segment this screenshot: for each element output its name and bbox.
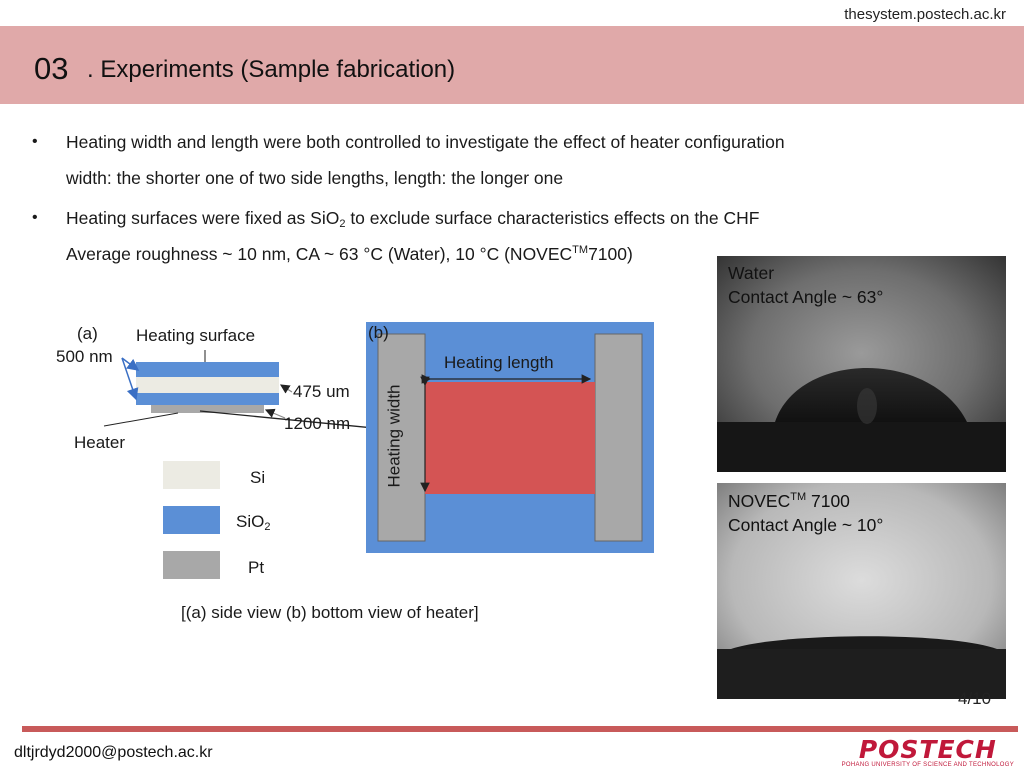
legend-si-label: Si bbox=[250, 468, 266, 487]
right-electrode bbox=[595, 334, 642, 541]
water-contact-angle: Contact Angle ~ 63° bbox=[728, 287, 884, 307]
heating-surface-label: Heating surface bbox=[136, 326, 256, 345]
bullet-1-line-2: width: the shorter one of two side lengths, length: the longer one bbox=[66, 168, 564, 188]
figure-caption: [(a) side view (b) bottom view of heater] bbox=[181, 603, 479, 622]
diagram-a-label: (a) bbox=[77, 324, 98, 343]
logo-wordmark: POSTECH bbox=[858, 735, 997, 764]
novec-label: NOVEC™ 7100 bbox=[728, 491, 850, 511]
si-layer bbox=[136, 377, 279, 393]
legend-pt-swatch bbox=[163, 551, 220, 579]
water-droplet-photo bbox=[717, 256, 1006, 472]
site-url: thesystem.postech.ac.kr bbox=[844, 6, 1006, 23]
heating-width-label: Heating width bbox=[384, 384, 404, 488]
footer-rule bbox=[22, 726, 1018, 732]
legend-sio2-swatch bbox=[163, 506, 220, 534]
heater-label: Heater bbox=[74, 433, 126, 452]
postech-logo bbox=[841, 735, 1014, 768]
legend-si-swatch bbox=[163, 461, 220, 489]
heater-region bbox=[425, 382, 595, 494]
page-title: . Experiments (Sample fabrication) bbox=[87, 56, 456, 83]
bullet-marker: • bbox=[32, 209, 38, 226]
bullet-marker: • bbox=[32, 133, 38, 150]
bullet-2-line-2: Average roughness ~ 10 nm, CA ~ 63 °C (Water), 10 °C (NOVEC™7100) bbox=[66, 244, 633, 264]
bullet-2-line-1: Heating surfaces were fixed as SiO$_2$ to exclude surface characteristics effects on the CHF bbox=[66, 208, 760, 230]
thickness-1200nm-label: 1200 nm bbox=[284, 414, 351, 433]
heating-length-label: Heating length bbox=[444, 353, 554, 372]
water-label: Water bbox=[728, 263, 775, 283]
author-email: dltjrdyd2000@postech.ac.kr bbox=[14, 744, 213, 761]
sio2-bottom-layer bbox=[136, 393, 279, 405]
novec-droplet-photo bbox=[717, 483, 1006, 699]
legend-pt-label: Pt bbox=[248, 558, 265, 577]
novec-contact-angle: Contact Angle ~ 10° bbox=[728, 515, 884, 535]
diagram-b-label: (b) bbox=[368, 323, 389, 342]
sio2-top-layer bbox=[136, 362, 279, 377]
legend-sio2-label: SiO$_2$ bbox=[236, 512, 271, 533]
page-number: 4/10 bbox=[958, 689, 992, 708]
section-number: 03 bbox=[34, 51, 69, 86]
logo-subtext: POHANG UNIVERSITY OF SCIENCE AND TECHNOLOGY bbox=[841, 762, 1014, 768]
thickness-475um-label: 475 um bbox=[293, 382, 350, 401]
bullet-1-line-1: Heating width and length were both controlled to investigate the effect of heater configuration bbox=[66, 132, 785, 152]
thickness-500nm-label: 500 nm bbox=[56, 347, 113, 366]
